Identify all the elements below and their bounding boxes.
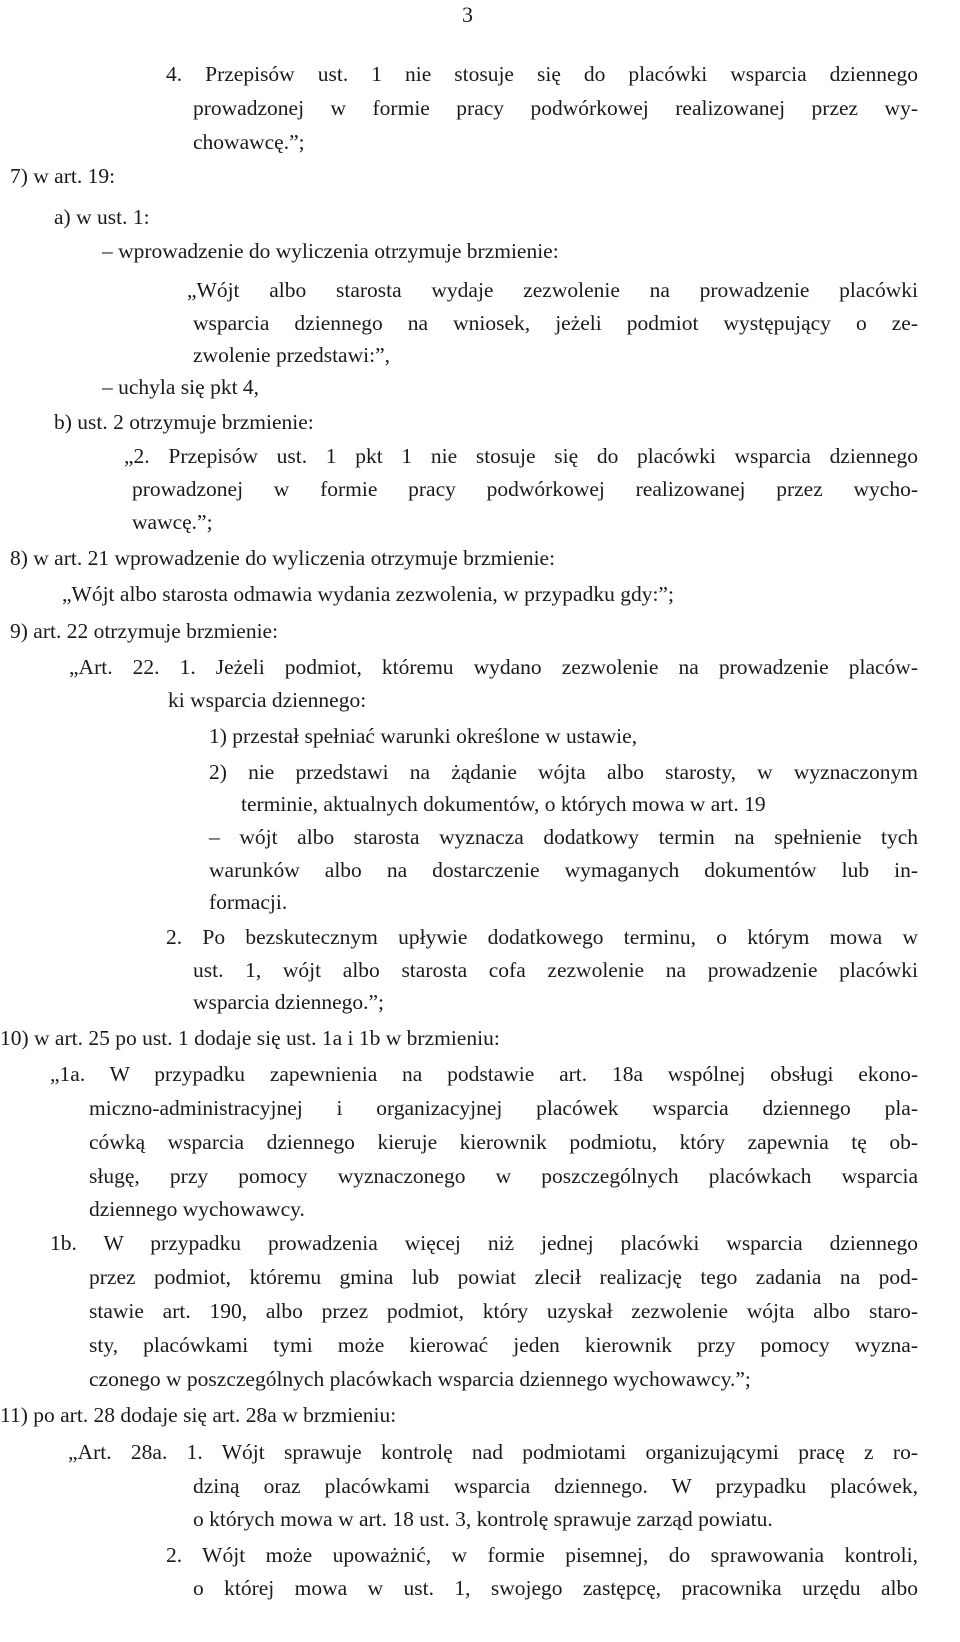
text-line: chowawcę.”; <box>193 130 305 154</box>
text-line: o których mowa w art. 18 ust. 3, kontrolę sprawuje zarząd powiatu. <box>193 1507 773 1531</box>
text-line: miczno-administracyjnej i organizacyjnej placówek wsparcia dziennego pla- <box>89 1096 918 1120</box>
text-line: – uchyla się pkt 4, <box>102 375 260 399</box>
text-line: 4. Przepisów ust. 1 nie stosuje się do placówki wsparcia dziennego <box>166 62 918 86</box>
text-line: przez podmiot, któremu gmina lub powiat zlecił realizację tego zadania na pod- <box>89 1265 918 1289</box>
text-line: „Art. 28a. 1. Wójt sprawuje kontrolę nad podmiotami organizującymi pracę z ro- <box>68 1440 918 1464</box>
text-line: „Wójt albo starosta odmawia wydania zezwolenia, w przypadku gdy:”; <box>62 582 674 606</box>
text-line: „1a. W przypadku zapewnienia na podstawie art. 18a wspólnej obsługi ekono- <box>50 1062 918 1086</box>
text-line: czonego w poszczególnych placówkach wsparcia dziennego wychowawcy.”; <box>89 1367 751 1391</box>
text-line: – wprowadzenie do wyliczenia otrzymuje brzmienie: <box>102 239 559 263</box>
text-line: „Wójt albo starosta wydaje zezwolenie na prowadzenie placówki <box>187 278 918 302</box>
text-line: ki wsparcia dziennego: <box>168 688 367 712</box>
text-line: „Art. 22. 1. Jeżeli podmiot, któremu wydano zezwolenie na prowadzenie placów- <box>69 655 918 679</box>
text-line: sty, placówkami tymi może kierować jeden kierownik przy pomocy wyzna- <box>89 1333 918 1357</box>
text-line: 1) przestał spełniać warunki określone w ustawie, <box>209 724 638 748</box>
text-line: 9) art. 22 otrzymuje brzmienie: <box>10 619 279 643</box>
text-line: dziennego wychowawcy. <box>89 1197 305 1221</box>
text-line: prowadzonej w formie pracy podwórkowej realizowanej przez wy- <box>193 96 918 120</box>
text-line: 7) w art. 19: <box>10 164 116 188</box>
text-line: 10) w art. 25 po ust. 1 dodaje się ust. 1a i 1b w brzmieniu: <box>0 1026 500 1050</box>
text-line: prowadzonej w formie pracy podwórkowej realizowanej przez wycho- <box>132 477 918 501</box>
text-line: 11) po art. 28 dodaje się art. 28a w brzmieniu: <box>0 1403 397 1427</box>
text-line: 2. Po bezskutecznym upływie dodatkowego terminu, o którym mowa w <box>166 925 918 949</box>
text-line: – wójt albo starosta wyznacza dodatkowy termin na spełnienie tych <box>209 825 918 849</box>
text-line: warunków albo na dostarczenie wymaganych dokumentów lub in- <box>209 858 918 882</box>
text-line: o której mowa w ust. 1, swojego zastępcę, pracownika urzędu albo <box>193 1576 918 1600</box>
text-line: zwolenie przedstawi:”, <box>193 343 390 367</box>
text-line: 1b. W przypadku prowadzenia więcej niż jednej placówki wsparcia dziennego <box>50 1231 918 1255</box>
text-line: sługę, przy pomocy wyznaczonego w poszczególnych placówkach wsparcia <box>89 1164 918 1188</box>
text-line: terminie, aktualnych dokumentów, o których mowa w art. 19 <box>241 792 766 816</box>
text-line: 2. Wójt może upoważnić, w formie pisemnej, do sprawowania kontroli, <box>166 1543 918 1567</box>
text-line: dziną oraz placówkami wsparcia dziennego. W przypadku placówek, <box>193 1474 918 1498</box>
text-line: wawcę.”; <box>132 510 213 534</box>
text-line: wsparcia dziennego na wniosek, jeżeli podmiot występujący o ze- <box>193 311 918 335</box>
text-line: wsparcia dziennego.”; <box>193 990 385 1014</box>
text-line: 2) nie przedstawi na żądanie wójta albo starosty, w wyznaczonym <box>209 760 918 784</box>
text-line: cówką wsparcia dziennego kieruje kierownik podmiotu, który zapewnia tę ob- <box>89 1130 918 1154</box>
text-line: b) ust. 2 otrzymuje brzmienie: <box>54 410 314 434</box>
text-line: stawie art. 190, albo przez podmiot, który uzyskał zezwolenie wójta albo staro- <box>89 1299 918 1323</box>
text-line: a) w ust. 1: <box>54 205 150 229</box>
text-line: ust. 1, wójt albo starosta cofa zezwolenie na prowadzenie placówki <box>193 958 918 982</box>
page-number: 3 <box>462 2 473 27</box>
text-line: 8) w art. 21 wprowadzenie do wyliczenia otrzymuje brzmienie: <box>10 546 556 570</box>
text-line: „2. Przepisów ust. 1 pkt 1 nie stosuje się do placówki wsparcia dziennego <box>124 444 918 468</box>
text-line: formacji. <box>209 890 288 914</box>
